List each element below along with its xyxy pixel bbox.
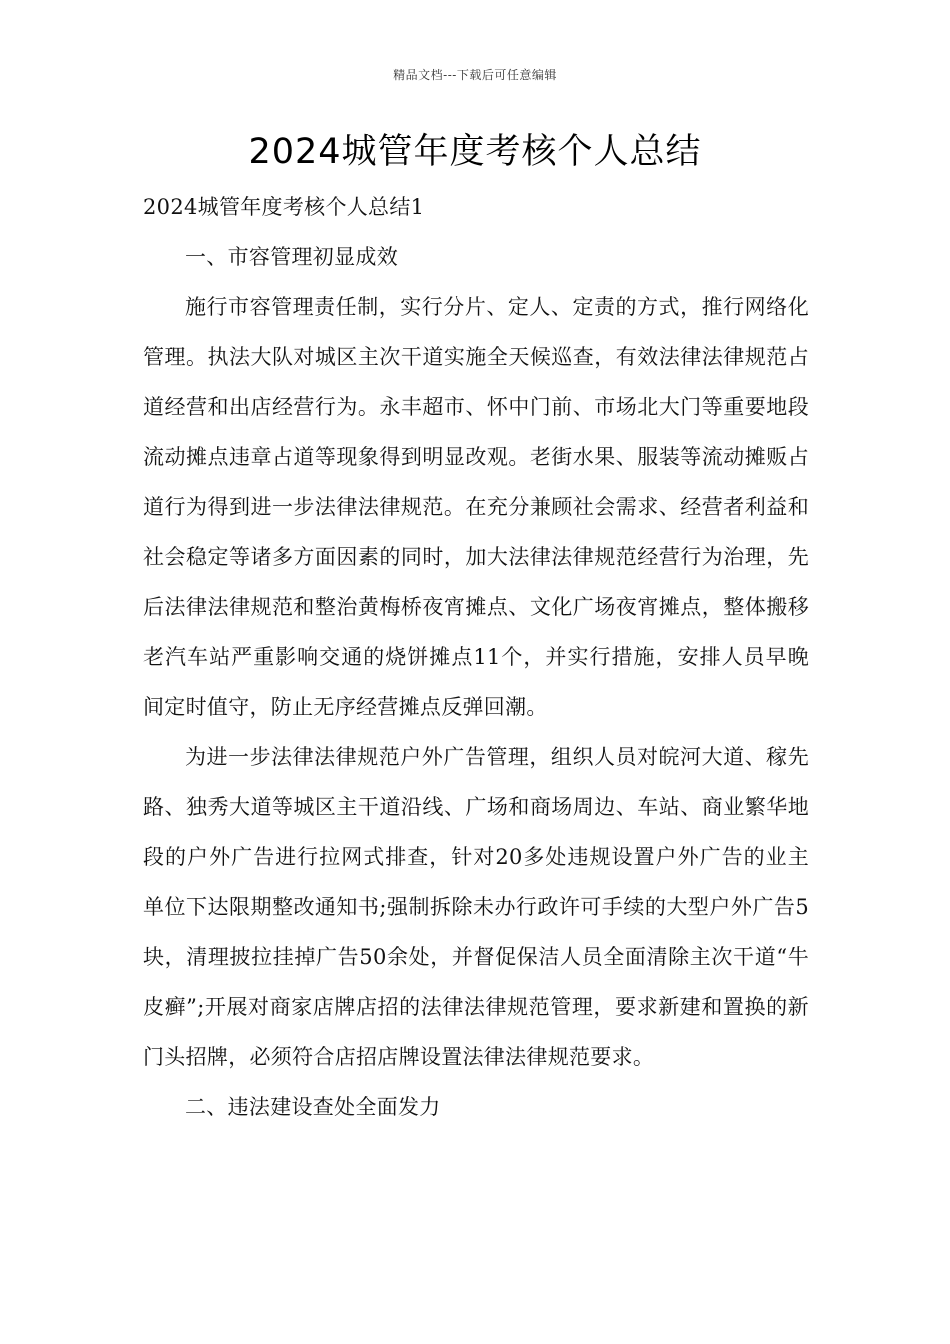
page-header: 精品文档---下载后可任意编辑 — [393, 68, 557, 82]
document-body — [143, 182, 809, 1132]
paragraph-2: 为进一步法律法律规范户外广告管理，组织人员对皖河大道、稼先路、独秀大道等城区主干道沿线、广场和商场周边、车站、商业繁华地段的户外广告进行拉网式排查，针对20多处违规设置户外广告的业主单位下达限期整改通知书;强制拆除未办行政许可手续的大型户外广告5块，清理披拉挂掉广告50余处，并督促保洁人员全面清除主次干道“牛皮癣”;开展对商家店牌店招的法律法律规范管理，要求新建和置换的新门头招牌，必须符合店招店牌设置法律法律规范要求。 — [143, 745, 809, 1069]
section-heading-2: 二、违法建设查处全面发力 — [185, 1095, 441, 1119]
paragraph-1: 施行市容管理责任制，实行分片、定人、定责的方式，推行网络化管理。执法大队对城区主次干道实施全天候巡查，有效法律法律规范占道经营和出店经营行为。永丰超市、怀中门前、市场北大门等重要地段流动摊点违章占道等现象得到明显改观。老街水果、服装等流动摊贩占道行为得到进一步法律法律规范。在充分兼顾社会需求、经营者利益和社会稳定等诸多方面因素的同时，加大法律法律规范经营行为治理，先后法律法律规范和整治黄梅桥夜宵摊点、文化广场夜宵摊点，整体搬移老汽车站严重影响交通的烧饼摊点11个，并实行措施，安排人员早晚间定时值守，防止无序经营摊点反弹回潮。 — [143, 295, 809, 719]
section-heading-1: 一、市容管理初显成效 — [185, 245, 398, 269]
document-subtitle: 2024城管年度考核个人总结1 — [143, 195, 425, 219]
document-title: 2024城管年度考核个人总结 — [248, 132, 702, 172]
